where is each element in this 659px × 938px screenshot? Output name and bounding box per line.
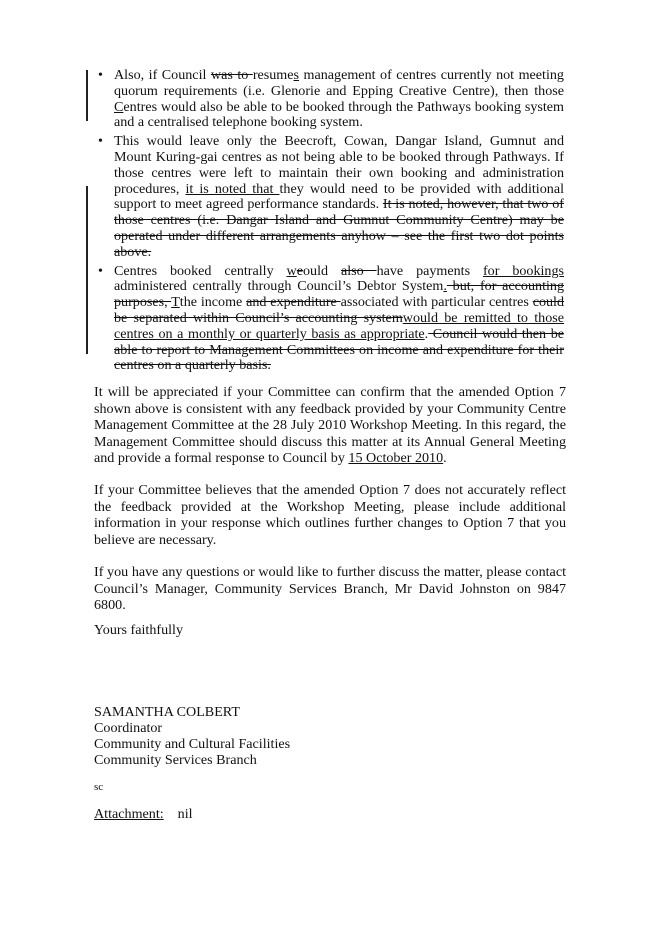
body-text: Centres booked centrally bbox=[114, 262, 287, 279]
inserted-text: for bookings bbox=[482, 262, 564, 279]
bullet-icon: • bbox=[98, 68, 103, 83]
bullet-text bbox=[114, 133, 564, 260]
paragraph-feedback: If your Committee believes that the amended Option 7 does not accurately reflect the feedback provided at the Workshop Meeting, please include additional information in your response which outlines further changes to Option 7 that you believe are necessary. bbox=[94, 482, 566, 548]
body-text: This would leave only the Beecroft, Cowan, Dangar Island, Gumnut and Mount Kuring-gai centres as not being able to be booked through Pathways. If those centres were left to maintain their own booking and administration procedures, bbox=[114, 133, 564, 197]
inserted-text: would be remitted to those centres on a monthly or quarterly basis as appropriate bbox=[114, 309, 564, 342]
deleted-text: Council would then be able to report to Management Committees on income and expenditure for their centres on a quarterly basis. bbox=[114, 325, 564, 374]
body-text: associated with particular centres bbox=[340, 294, 533, 311]
initials: sc bbox=[94, 781, 104, 793]
inserted-text: , bbox=[494, 82, 499, 99]
body-text: they would need to be provided with additional support to meet agreed performance standards. bbox=[114, 180, 564, 213]
deleted-text: could be separated within Council’s accounting system bbox=[114, 294, 564, 326]
deleted-text: but, for accounting purposes, bbox=[114, 278, 564, 311]
deleted-text: and expenditure bbox=[246, 294, 341, 311]
bullet-text bbox=[114, 263, 564, 374]
paragraph-contact: If you have any questions or would like to further discuss the matter, please contact Council’s Manager, Community Services Branch, Mr David Johnston on 9847 6800. bbox=[94, 564, 566, 613]
inserted-text: C bbox=[114, 98, 124, 115]
bullet-icon: • bbox=[98, 263, 103, 279]
inserted-text: s bbox=[293, 67, 300, 83]
body-text: resume bbox=[252, 67, 294, 83]
deleted-text: It is noted, however, that two of those centres (i.e. Dangar Island and Gumnut Community Centre) may be operated under different arrangements anyhow – see the first two dot points above. bbox=[114, 196, 564, 260]
deleted-text: was to bbox=[210, 67, 253, 83]
attachment-label: Attachment: bbox=[94, 806, 164, 822]
paragraph-end: . bbox=[443, 450, 447, 466]
closing: Yours faithfully bbox=[94, 622, 184, 638]
inserted-text: it is noted that bbox=[185, 180, 280, 197]
body-text: Also, if Council bbox=[114, 67, 211, 83]
bullet-icon: • bbox=[98, 134, 103, 150]
signatory-unit: Community and Cultural Facilities bbox=[94, 736, 291, 752]
body-text: have payments bbox=[376, 262, 483, 279]
paragraph-confirmation bbox=[94, 384, 566, 467]
signatory-branch: Community Services Branch bbox=[94, 752, 257, 768]
body-text: management of centres currently not meeting quorum requirements (i.e. Glenorie and Epping Creative Centre) bbox=[114, 67, 564, 99]
bullet-item bbox=[96, 264, 564, 375]
bullet-item bbox=[96, 134, 564, 260]
signatory-title: Coordinator bbox=[94, 720, 163, 736]
body-text: the income bbox=[179, 294, 247, 311]
inserted-text: . bbox=[443, 278, 447, 295]
paragraph-text: It will be appreciated if your Committee can confirm that the amended Option 7 shown above is consistent with any feedback provided by your Community Centre Management Committee at the 28 July 2010 Workshop Meeting. In this regard, the Management Committee should discuss this matter at its Annual General Meeting and provide a formal response to Council by bbox=[94, 384, 566, 466]
change-bar bbox=[86, 70, 88, 121]
attachment bbox=[94, 806, 193, 823]
response-date: 15 October 2010 bbox=[348, 450, 444, 466]
body-text: then those bbox=[498, 82, 565, 99]
signatory-name: SAMANTHA COLBERT bbox=[94, 704, 240, 720]
attachment-value: nil bbox=[177, 806, 193, 822]
bullet-item bbox=[96, 68, 564, 131]
body-text: . bbox=[424, 325, 429, 342]
body-text: entres would also be able to be booked through the Pathways booking system and a centralised telephone booking system. bbox=[114, 98, 564, 131]
bullet-text bbox=[114, 67, 564, 130]
inserted-text: w bbox=[286, 262, 297, 279]
deleted-text: e bbox=[296, 262, 303, 279]
bullet-list bbox=[96, 68, 564, 377]
inserted-text: T bbox=[171, 294, 180, 311]
deleted-text: also bbox=[340, 262, 377, 279]
body-text: administered centrally through Council’s Debtor System bbox=[114, 278, 444, 295]
body-text: ould bbox=[303, 262, 341, 279]
change-bar bbox=[86, 186, 88, 354]
